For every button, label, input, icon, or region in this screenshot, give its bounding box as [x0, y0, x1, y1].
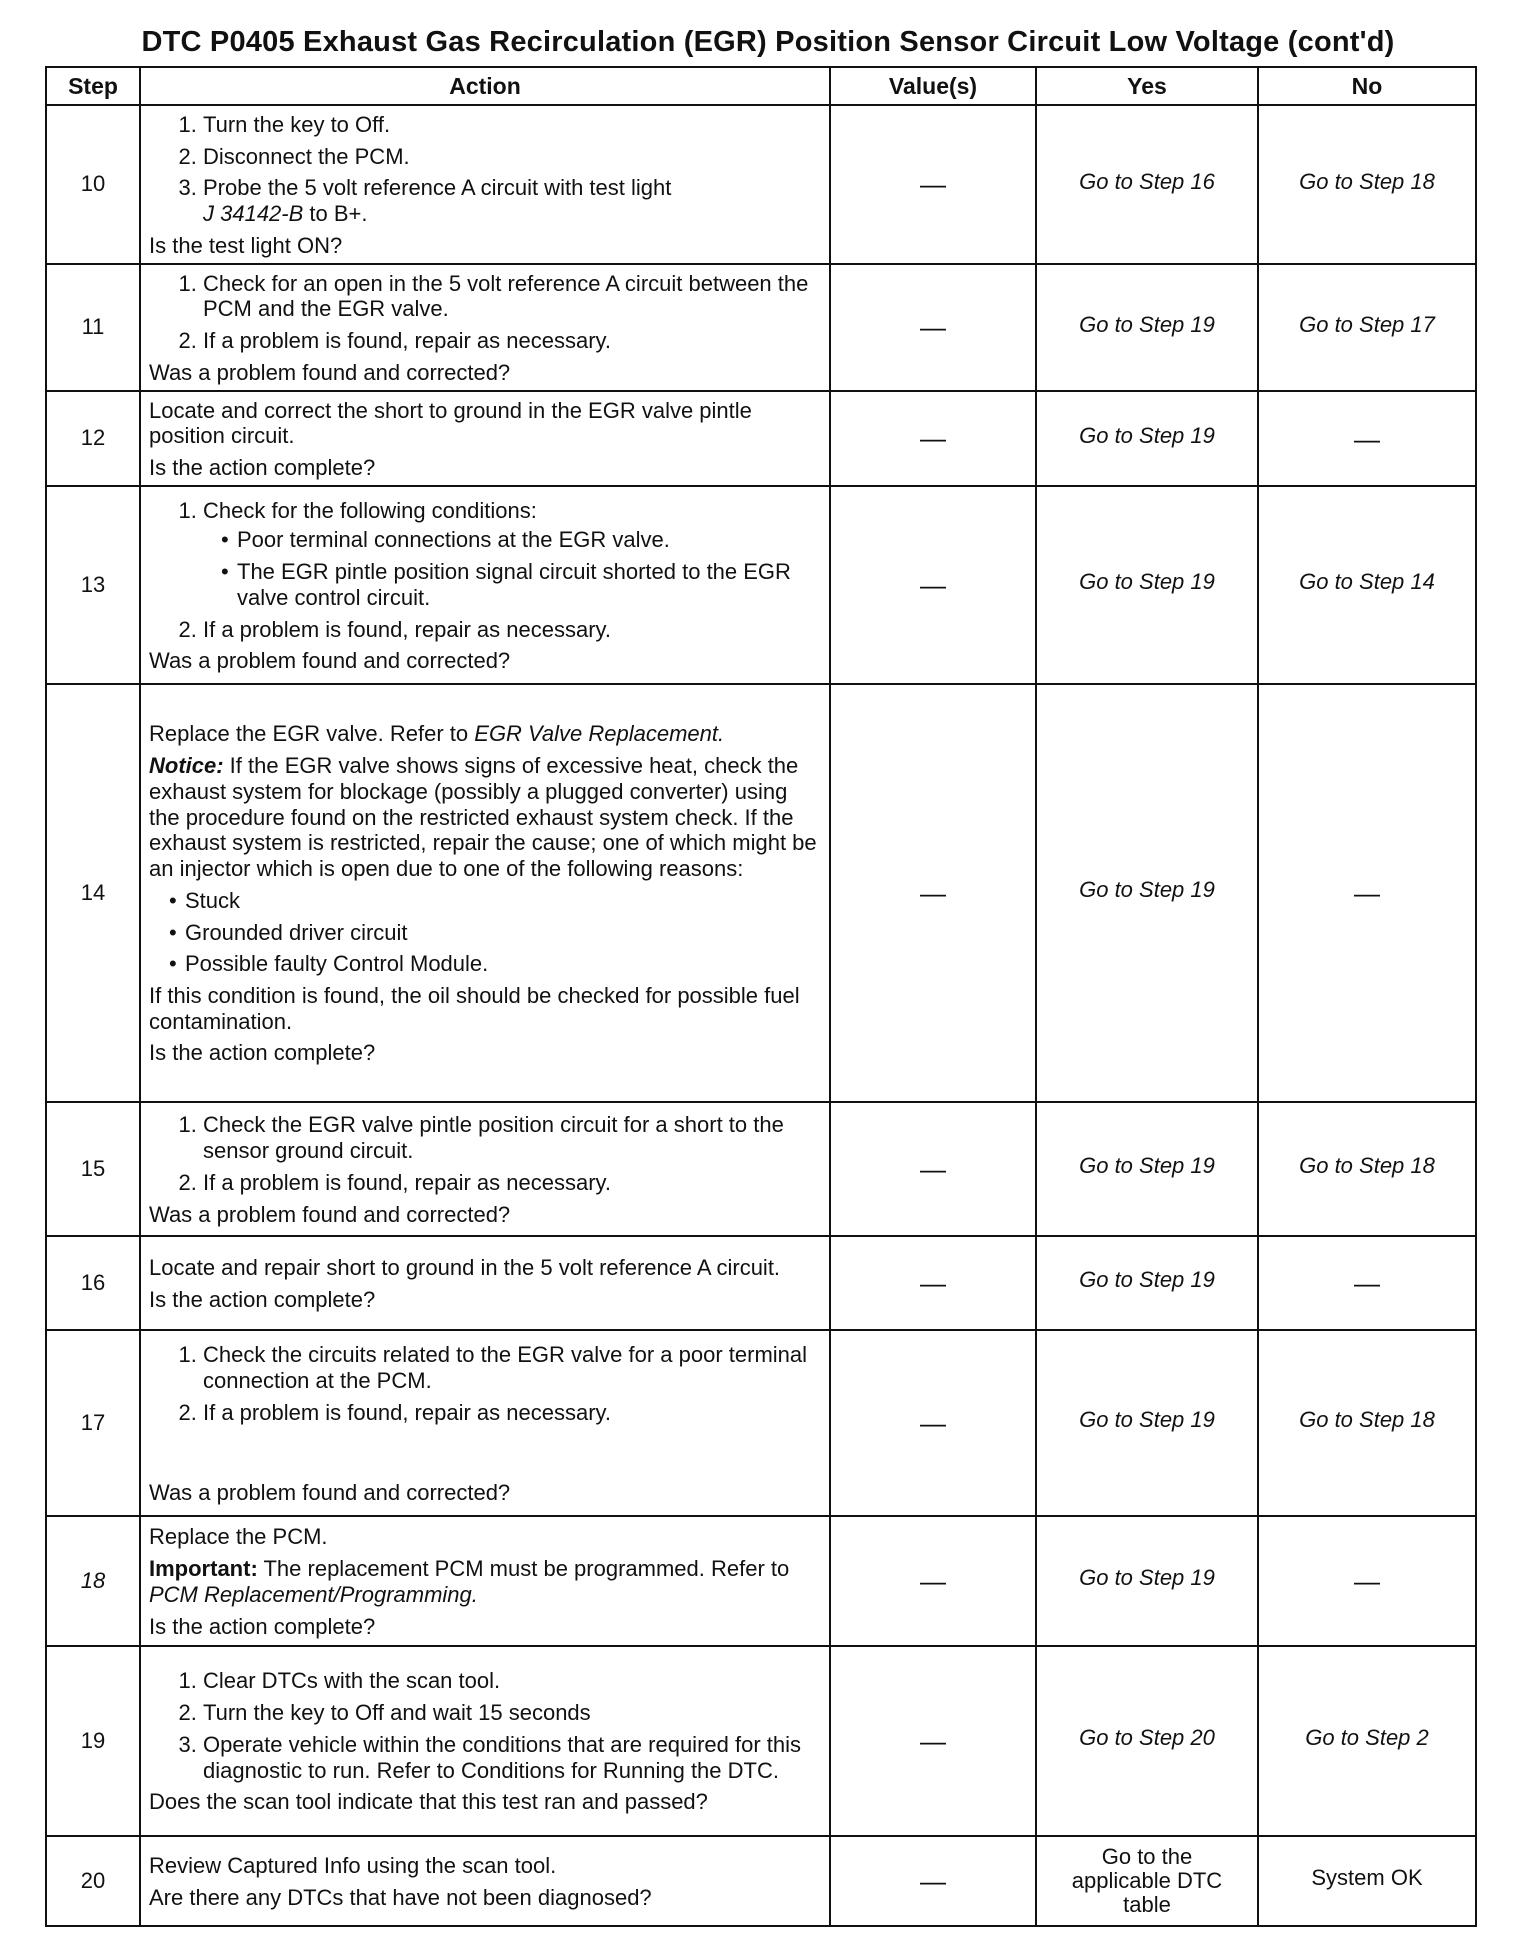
action-text: If this condition is found, the oil should be checked for possible fuel contamination.: [149, 983, 800, 1034]
value-cell: —: [830, 264, 1036, 391]
action-text: Review Captured Info using the scan tool.: [149, 1853, 557, 1879]
action-question: Was a problem found and corrected?: [149, 1479, 511, 1505]
action-item: [203, 498, 821, 611]
action-text: Locate and repair short to ground in the 5 volt reference A circuit.: [149, 1255, 781, 1281]
step-number: 13: [46, 486, 140, 684]
action-item: 2. Turn the key to Off and wait 15 seconds: [203, 1700, 821, 1726]
important-body: The replacement PCM must be programmed. Refer to: [257, 1556, 790, 1582]
step-number: 16: [46, 1236, 140, 1330]
value-cell: —: [830, 391, 1036, 486]
action-item: [203, 175, 821, 226]
value-cell: —: [830, 105, 1036, 264]
no-cell: —: [1258, 684, 1476, 1102]
table-row: [46, 105, 1476, 264]
table-row: [46, 1516, 1476, 1646]
notice-label: Notice:: [149, 753, 224, 779]
yes-cell: Go to Step 19: [1036, 1102, 1258, 1236]
action-item: 2. If a problem is found, repair as necessary.: [203, 1170, 821, 1196]
yes-cell: Go to Step 19: [1036, 1516, 1258, 1646]
action-cell: [140, 1236, 830, 1330]
step-number: 15: [46, 1102, 140, 1236]
action-item: 2. Disconnect the PCM.: [203, 144, 821, 170]
no-cell: Go to Step 18: [1258, 105, 1476, 264]
step-number: 10: [46, 105, 140, 264]
action-item: 1. Turn the key to Off.: [203, 112, 821, 138]
table-row: [46, 1836, 1476, 1926]
action-question: Does the scan tool indicate that this test ran and passed?: [149, 1789, 708, 1815]
action-item: 1. Check for an open in the 5 volt reference A circuit between the PCM and the EGR valve.: [203, 271, 821, 322]
tool-reference: J 34142-B: [203, 201, 304, 227]
action-cell: [140, 1646, 830, 1836]
yes-cell: Go to Step 20: [1036, 1646, 1258, 1836]
header-no: No: [1258, 67, 1476, 105]
table-row: [46, 264, 1476, 391]
table-row: [46, 1102, 1476, 1236]
procedure-reference: PCM Replacement/Programming.: [149, 1581, 478, 1607]
action-cell: [140, 1102, 830, 1236]
no-cell: —: [1258, 391, 1476, 486]
value-cell: —: [830, 684, 1036, 1102]
step-number: 18: [46, 1516, 140, 1646]
no-cell: Go to Step 2: [1258, 1646, 1476, 1836]
yes-cell: Go to Step 16: [1036, 105, 1258, 264]
table-row: [46, 1646, 1476, 1836]
yes-cell: Go to Step 19: [1036, 1236, 1258, 1330]
notice-text: [149, 753, 821, 882]
step-number: 20: [46, 1836, 140, 1926]
value-cell: —: [830, 1330, 1036, 1516]
table-row: [46, 391, 1476, 486]
step-number: 19: [46, 1646, 140, 1836]
no-cell: Go to Step 18: [1258, 1102, 1476, 1236]
bullet-item: • Grounded driver circuit: [185, 920, 821, 946]
action-question: Is the action complete?: [149, 1286, 376, 1312]
action-item: 2. If a problem is found, repair as necessary.: [203, 617, 821, 643]
bullet-item: • Poor terminal connections at the EGR valve.: [237, 527, 821, 553]
bullet-item: • The EGR pintle position signal circuit shorted to the EGR valve control circuit.: [237, 559, 821, 610]
action-question: Is the action complete?: [149, 1613, 376, 1639]
step-number: 17: [46, 1330, 140, 1516]
table-row: [46, 684, 1476, 1102]
value-cell: —: [830, 1102, 1036, 1236]
action-text: Locate and correct the short to ground in the EGR valve pintle position circuit.: [149, 397, 752, 449]
action-question: Is the action complete?: [149, 1040, 376, 1066]
value-cell: —: [830, 1236, 1036, 1330]
action-text-lead: Replace the EGR valve. Refer to: [149, 721, 475, 747]
notice-body: If the EGR valve shows signs of excessive heat, check the exhaust system for blockage (possibly a plugged converter) using the procedure found on the restricted exhaust system check. If the exhaust system is restricted, repair the cause; one of which might be an injector which is open due to one of the following reasons:: [149, 753, 817, 882]
action-item-text: Probe the 5 volt reference A circuit with test light: [203, 175, 672, 201]
yes-cell: Go to Step 19: [1036, 1330, 1258, 1516]
no-cell: Go to Step 17: [1258, 264, 1476, 391]
step-number: 14: [46, 684, 140, 1102]
action-question: Is the action complete?: [149, 455, 376, 481]
action-cell: [140, 1516, 830, 1646]
action-item-text: Check for the following conditions:: [203, 497, 537, 523]
no-cell: System OK: [1258, 1836, 1476, 1926]
value-cell: —: [830, 1646, 1036, 1836]
action-cell: [140, 1836, 830, 1926]
header-action: Action: [140, 67, 830, 105]
important-label: Important:: [149, 1556, 258, 1582]
page-title: DTC P0405 Exhaust Gas Recirculation (EGR) Position Sensor Circuit Low Voltage (cont'd): [141, 26, 1395, 58]
no-cell: Go to Step 18: [1258, 1330, 1476, 1516]
table-row: [46, 1330, 1476, 1516]
important-text: [149, 1556, 821, 1607]
action-cell: [140, 1330, 830, 1516]
table-row: [46, 486, 1476, 684]
action-question: Are there any DTCs that have not been diagnosed?: [149, 1884, 652, 1910]
action-item: 2. If a problem is found, repair as necessary.: [203, 1400, 821, 1426]
action-question: Was a problem found and corrected?: [149, 648, 511, 674]
action-item: 1. Clear DTCs with the scan tool.: [203, 1668, 821, 1694]
value-cell: —: [830, 1516, 1036, 1646]
value-cell: —: [830, 1836, 1036, 1926]
yes-cell: Go to Step 19: [1036, 391, 1258, 486]
yes-cell: Go to Step 19: [1036, 264, 1258, 391]
header-step: Step: [46, 67, 140, 105]
no-cell: Go to Step 14: [1258, 486, 1476, 684]
action-text: [149, 721, 821, 747]
no-cell: —: [1258, 1516, 1476, 1646]
yes-cell: Go to Step 19: [1036, 486, 1258, 684]
action-cell: [140, 684, 830, 1102]
action-text: Replace the PCM.: [149, 1524, 328, 1550]
action-cell: [140, 264, 830, 391]
header-values: Value(s): [830, 67, 1036, 105]
action-item: 1. Check the EGR valve pintle position circuit for a short to the sensor ground circuit.: [203, 1112, 821, 1163]
step-number: 12: [46, 391, 140, 486]
action-cell: [140, 391, 830, 486]
procedure-reference: EGR Valve Replacement.: [474, 721, 725, 747]
action-item: 3. Operate vehicle within the conditions that are required for this diagnostic to run. Refer to Conditions for Running the DTC.: [203, 1732, 821, 1783]
action-question: Is the test light ON?: [149, 232, 343, 258]
step-number: 11: [46, 264, 140, 391]
action-item: 1. Check the circuits related to the EGR valve for a poor terminal connection at the PCM.: [203, 1342, 821, 1393]
no-cell: —: [1258, 1236, 1476, 1330]
action-question: Was a problem found and corrected?: [149, 1201, 511, 1227]
table-row: [46, 1236, 1476, 1330]
yes-cell: Go to the applicable DTC table: [1036, 1836, 1258, 1926]
table-header-row: [46, 67, 1476, 105]
yes-cell: Go to Step 19: [1036, 684, 1258, 1102]
action-item: 2. If a problem is found, repair as necessary.: [203, 328, 821, 354]
bullet-item: • Possible faulty Control Module.: [185, 951, 821, 977]
header-yes: Yes: [1036, 67, 1258, 105]
diagnostic-table: [45, 66, 1477, 1927]
action-cell: [140, 486, 830, 684]
bullet-item: • Stuck: [185, 888, 821, 914]
value-cell: —: [830, 486, 1036, 684]
tool-suffix: to B+.: [303, 201, 368, 227]
action-question: Was a problem found and corrected?: [149, 359, 511, 385]
action-cell: [140, 105, 830, 264]
